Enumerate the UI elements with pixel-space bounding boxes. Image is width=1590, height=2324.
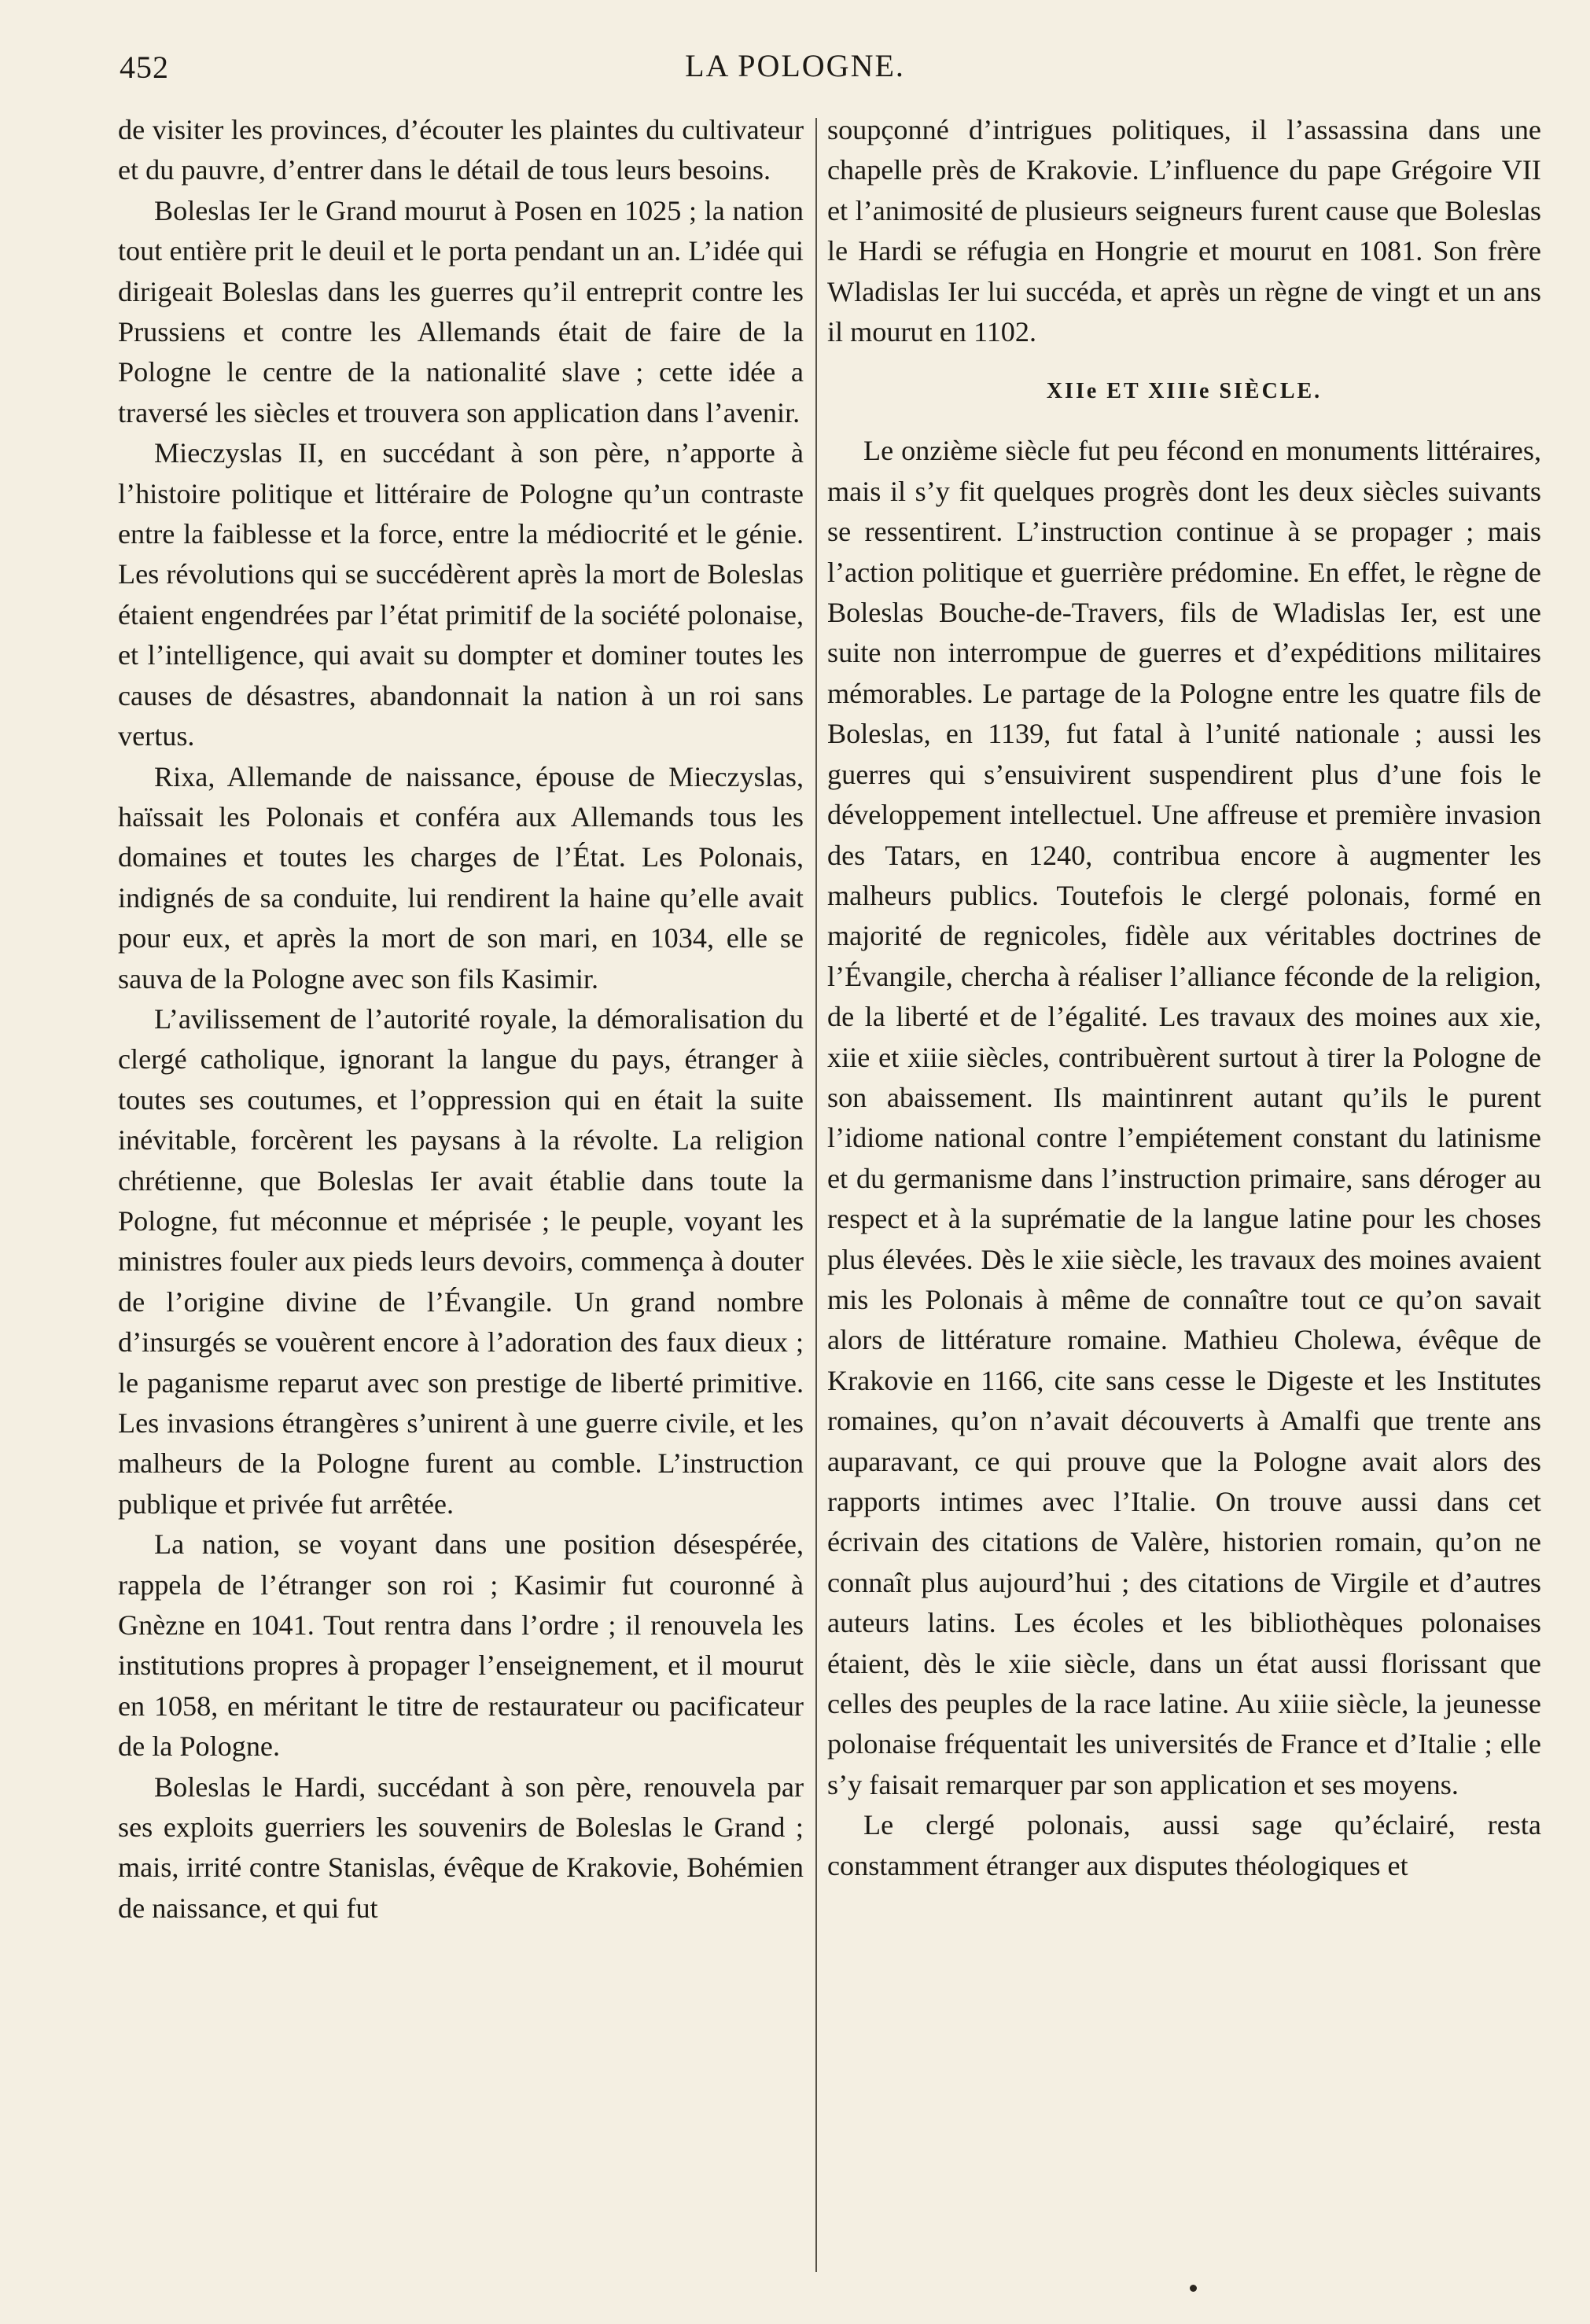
paragraph: soupçonné d’intrigues politiques, il l’assassina dans une chapelle près de Krakovie. L’influence du pape Grégoire VII et l’animosité de plusieurs seigneurs furent cause que Boleslas le Hardi se réfugia en Hongrie et mourut en 1081. Son frère Wladislas Ier lui succéda, et après un règne de vingt et un ans il mourut en 1102. — [827, 114, 1541, 348]
paragraph: Le clergé polonais, aussi sage qu’éclairé, resta constamment étranger aux disputes théologiques et — [827, 1809, 1541, 1881]
paragraph: Le onzième siècle fut peu fécond en monuments littéraires, mais il s’y fit quelques progrès dont les deux siècles suivants se ressentirent. L’instruction continue à se propager ; mais l’action politique et guerrière prédomine. En effet, le règne de Boleslas Bouche-de-Travers, fils de Wladislas Ier, est une suite non interrompue de guerres et d’expéditions militaires mémorables. Le partage de la Pologne entre les quatre fils de Boleslas, en 1139, fut fatal à l’unité nationale ; aussi les guerres qui s’ensuivirent suspendirent plus d’une fois le développement intellectuel. Une affreuse et première invasion des Tatars, en 1240, contribua encore à augmenter les malheurs publics. Toutefois le clergé polonais, formé en majorité de regnicoles, fidèle aux véritables doctrines de l’Évangile, chercha à réaliser l’alliance féconde de la religion, de la liberté et de l’égalité. Les travaux des moines aux xie, xiie et xiiie siècles, contribuèrent surtout à tirer la Pologne de son abaissement. Ils maintinrent autant qu’ils le purent l’idiome national contre l’empiétement constant du latinisme et du germanisme dans l’instruction primaire, sans déroger au respect et à la suprématie de la langue latine pour les choses plus élevées. Dès le xiie siècle, les travaux des moines avaient mis les Polonais à même de connaître tout ce qu’on savait alors de littérature romaine. Mathieu Cholewa, évêque de Krakovie en 1166, cite sans cesse le Digeste et les Institutes romaines, qu’on n’avait découverts à Amalfi que trente ans auparavant, ce qui prouve que la Pologne avait alors des rapports intimes avec l’Italie. On trouve aussi dans cet écrivain des citations de Valère, historien romain, qu’on ne connaît plus aujourd’hui ; des citations de Virgile et d’autres auteurs latins. Les écoles et les bibliothèques polonaises étaient, dès le xiie siècle, dans un état aussi florissant que celles des peuples de la race latine. Au xiiie siècle, la jeunesse polonaise fréquentait les universités de France et d’Italie ; elle s’y faisait remarquer par son application et ses moyens. — [827, 435, 1541, 1800]
right-column — [827, 110, 1541, 1886]
paragraph: L’avilissement de l’autorité royale, la démoralisation du clergé catholique, ignorant la langue du pays, étranger à toutes ses coutumes, et l’oppression qui en était la suite inévitable, forcèrent les paysans à la révolte. La religion chrétienne, que Boleslas Ier avait établie dans toute la Pologne, fut méconnue et méprisée ; le peuple, voyant les ministres fouler aux pieds leurs devoirs, commença à douter de l’origine divine de l’Évangile. Un grand nombre d’insurgés se vouèrent encore à l’adoration des faux dieux ; le paganisme reparut avec son prestige de liberté primitive. Les invasions étrangères s’unirent à une guerre civile, et les malheurs de la Pologne furent au comble. L’instruction publique et privée fut arrêtée. — [118, 1002, 804, 1520]
paragraph: La nation, se voyant dans une position désespérée, rappela de l’étranger son roi ; Kasimir fut couronné à Gnèzne en 1041. Tout rentra dans l’ordre ; il renouvela les institutions propres à propager l’enseignement, et il mourut en 1058, en méritant le titre de restaurateur ou pacificateur de la Pologne. — [118, 1528, 804, 1763]
running-title: LA POLOGNE. — [685, 48, 905, 83]
paragraph: Boleslas Ier le Grand mourut à Posen en 1025 ; la nation tout entière prit le deuil et le porta pendant un an. L’idée qui dirigeait Boleslas dans les guerres qu’il entreprit contre les Prussiens et contre les Allemands était de faire de la Pologne le centre de la nationalité slave ; cette idée a traversé les siècles et trouvera son application dans l’avenir. — [118, 194, 804, 428]
page-number: 452 — [120, 50, 169, 85]
section-heading: XIIe ET XIIIe SIÈCLE. — [1046, 379, 1323, 404]
paragraph: Mieczyslas II, en succédant à son père, n’apporte à l’histoire politique et littéraire de Pologne qu’un contraste entre la faiblesse et la force, entre la médiocrité et le génie. Les révolutions qui se succédèrent après la mort de Boleslas étaient engendrées par l’état primitif de la société polonaise, et l’intelligence, qui avait su dompter et dominer toutes les causes de désastres, abandonnait la nation à un roi sans vertus. — [118, 437, 804, 752]
paragraph: de visiter les provinces, d’écouter les plaintes du cultivateur et du pauvre, d’entrer dans le détail de tous leurs besoins. — [118, 114, 804, 186]
column-divider — [815, 118, 817, 2272]
paragraph: Boleslas le Hardi, succédant à son père, renouvela par ses exploits guerriers les souvenirs de Boleslas le Grand ; mais, irrité contre Stanislas, évêque de Krakovie, Bohémien de naissance, et qui fut — [118, 1771, 804, 1924]
paragraph: Rixa, Allemande de naissance, épouse de Mieczyslas, haïssait les Polonais et conféra aux Allemands tous les domaines et toutes les charges de l’État. Les Polonais, indignés de sa conduite, lui rendirent la haine qu’elle avait pour eux, et après la mort de son mari, en 1034, elle se sauva de la Pologne avec son fils Kasimir. — [118, 760, 804, 995]
left-column — [118, 110, 804, 1929]
ink-dot — [1190, 2285, 1197, 2292]
